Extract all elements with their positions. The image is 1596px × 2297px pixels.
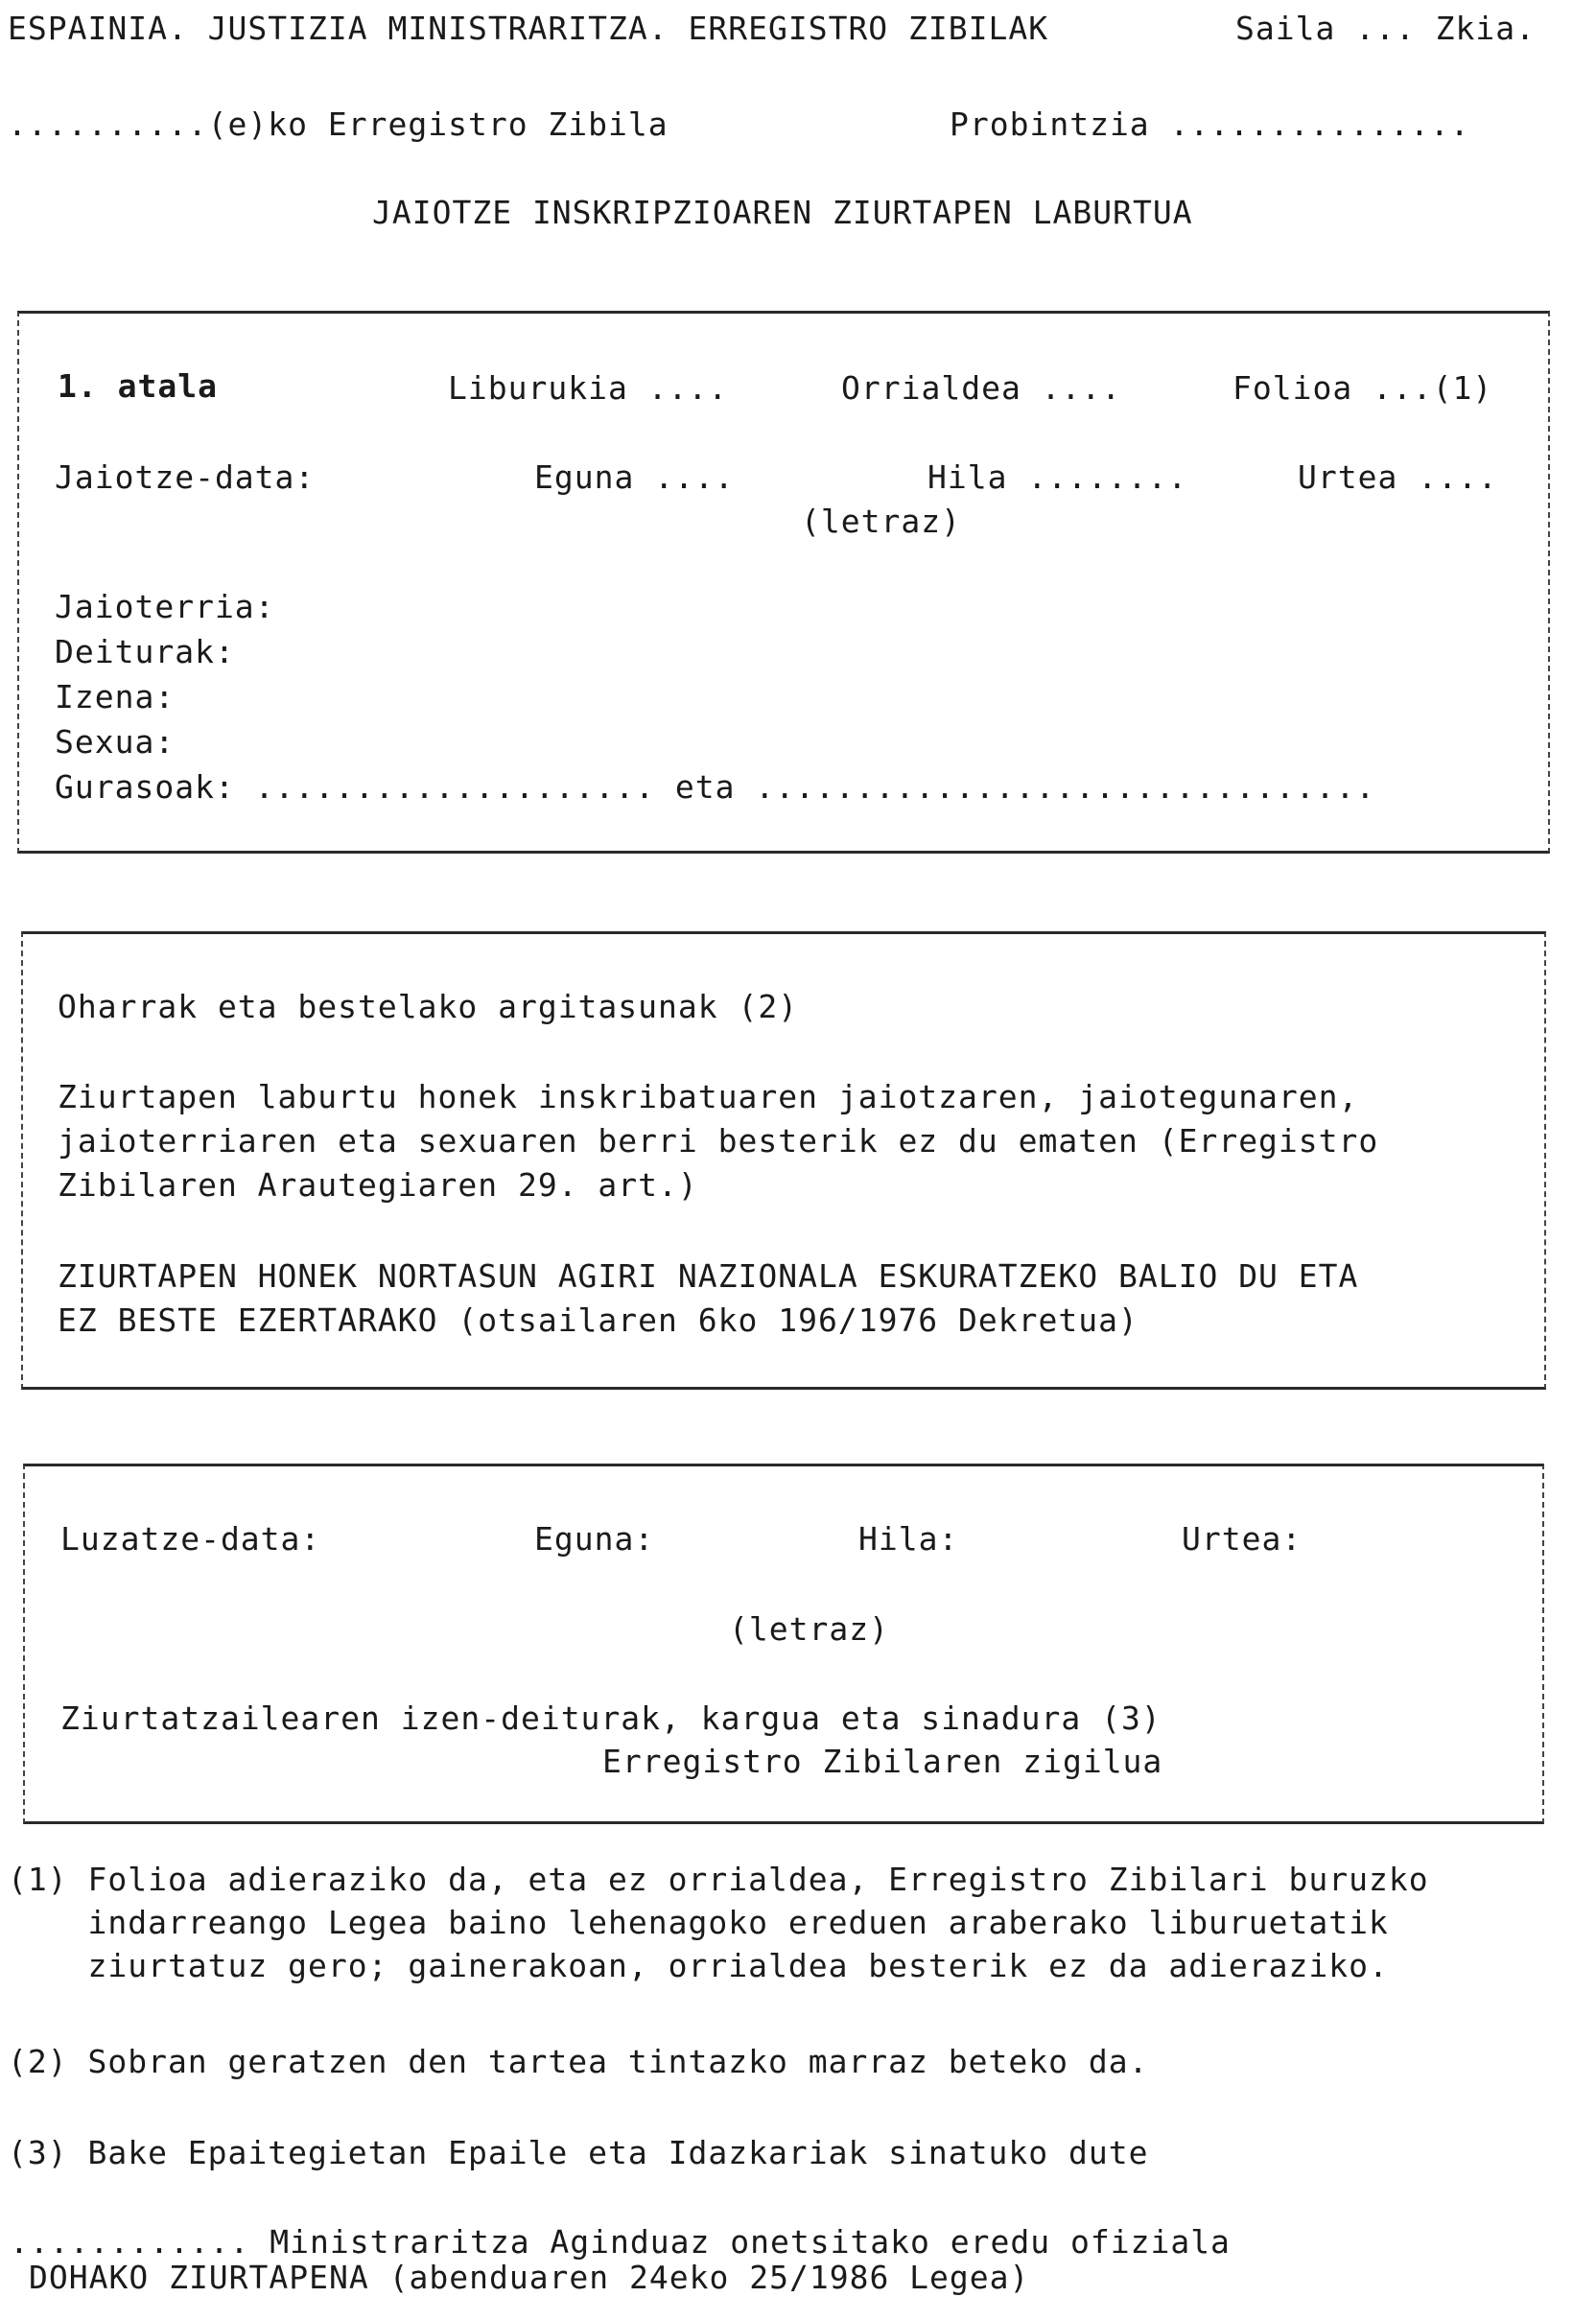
footer-eredu-ofiziala: ............ Ministraritza Aginduaz onetsitako eredu ofiziala bbox=[10, 2223, 1231, 2261]
jaiotze-eguna-field: Eguna .... bbox=[534, 458, 735, 496]
luzatze-letraz-note: (letraz) bbox=[729, 1610, 889, 1648]
jaioterria-label: Jaioterria: bbox=[55, 588, 275, 625]
luzatze-hila-field: Hila: bbox=[858, 1520, 959, 1558]
oharrak-para2-line1: ZIURTAPEN HONEK NORTASUN AGIRI NAZIONALA ESKURATZEKO BALIO DU ETA bbox=[58, 1257, 1359, 1295]
footer-dohako-ziurtapena: DOHAKO ZIURTAPENA (abenduaren 24eko 25/1986 Legea) bbox=[29, 2259, 1030, 2296]
deiturak-label: Deiturak: bbox=[55, 633, 235, 670]
section-1-atala: 1. atala bbox=[58, 367, 218, 405]
zigilua-line: Erregistro Zibilaren zigilua bbox=[602, 1743, 1163, 1780]
sexua-label: Sexua: bbox=[55, 723, 176, 761]
gurasoak-field: Gurasoak: .................... eta ............................... bbox=[55, 768, 1376, 806]
note-3: (3) Bake Epaitegietan Epaile eta Idazkariak sinatuko dute bbox=[8, 2134, 1149, 2171]
note-1-line2: indarreango Legea baino lehenagoko ereduen araberako liburuetatik bbox=[8, 1904, 1389, 1941]
header-ministry: ESPAINIA. JUSTIZIA MINISTRARITZA. ERREGISTRO ZIBILAK bbox=[8, 10, 1049, 47]
oharrak-para1-line3: Zibilaren Arautegiaren 29. art.) bbox=[58, 1166, 698, 1204]
oharrak-para2-line2: EZ BESTE EZERTARAKO (otsailaren 6ko 196/1976 Dekretua) bbox=[58, 1301, 1138, 1339]
header-registry-location: ..........(e)ko Erregistro Zibila bbox=[8, 105, 669, 143]
note-1-line1: (1) Folioa adieraziko da, eta ez orrialdea, Erregistro Zibilari buruzko bbox=[8, 1861, 1429, 1898]
header-saila-zkia: Saila ... Zkia. bbox=[1235, 10, 1537, 47]
luzatze-urtea-field: Urtea: bbox=[1182, 1520, 1303, 1558]
jaiotze-urtea-field: Urtea .... bbox=[1298, 458, 1498, 496]
oharrak-heading: Oharrak eta bestelako argitasunak (2) bbox=[58, 988, 799, 1025]
ziurtatzaile-line: Ziurtatzailearen izen-deiturak, kargua eta sinadura (3) bbox=[60, 1699, 1162, 1737]
folioa-field: Folioa ...(1) bbox=[1232, 369, 1493, 407]
jaiotze-data-label: Jaiotze-data: bbox=[55, 458, 316, 496]
note-2: (2) Sobran geratzen den tartea tintazko marraz beteko da. bbox=[8, 2043, 1149, 2080]
luzatze-eguna-field: Eguna: bbox=[534, 1520, 655, 1558]
jaiotze-hila-field: Hila ........ bbox=[927, 458, 1188, 496]
oharrak-para1-line2: jaioterriaren eta sexuaren berri besterik ez du ematen (Erregistro bbox=[58, 1122, 1379, 1160]
luzatze-data-label: Luzatze-data: bbox=[60, 1520, 321, 1558]
orrialdea-field: Orrialdea .... bbox=[841, 369, 1122, 407]
page-title: JAIOTZE INSKRIPZIOAREN ZIURTAPEN LABURTUA bbox=[372, 194, 1193, 231]
header-probintzia: Probintzia ............... bbox=[950, 105, 1470, 143]
jaiotze-letraz-note: (letraz) bbox=[801, 503, 961, 540]
note-1-line3: ziurtatuz gero; gainerakoan, orrialdea besterik ez da adieraziko. bbox=[8, 1947, 1389, 1984]
izena-label: Izena: bbox=[55, 678, 176, 715]
oharrak-para1-line1: Ziurtapen laburtu honek inskribatuaren jaiotzaren, jaiotegunaren, bbox=[58, 1078, 1359, 1115]
liburukia-field: Liburukia .... bbox=[448, 369, 729, 407]
